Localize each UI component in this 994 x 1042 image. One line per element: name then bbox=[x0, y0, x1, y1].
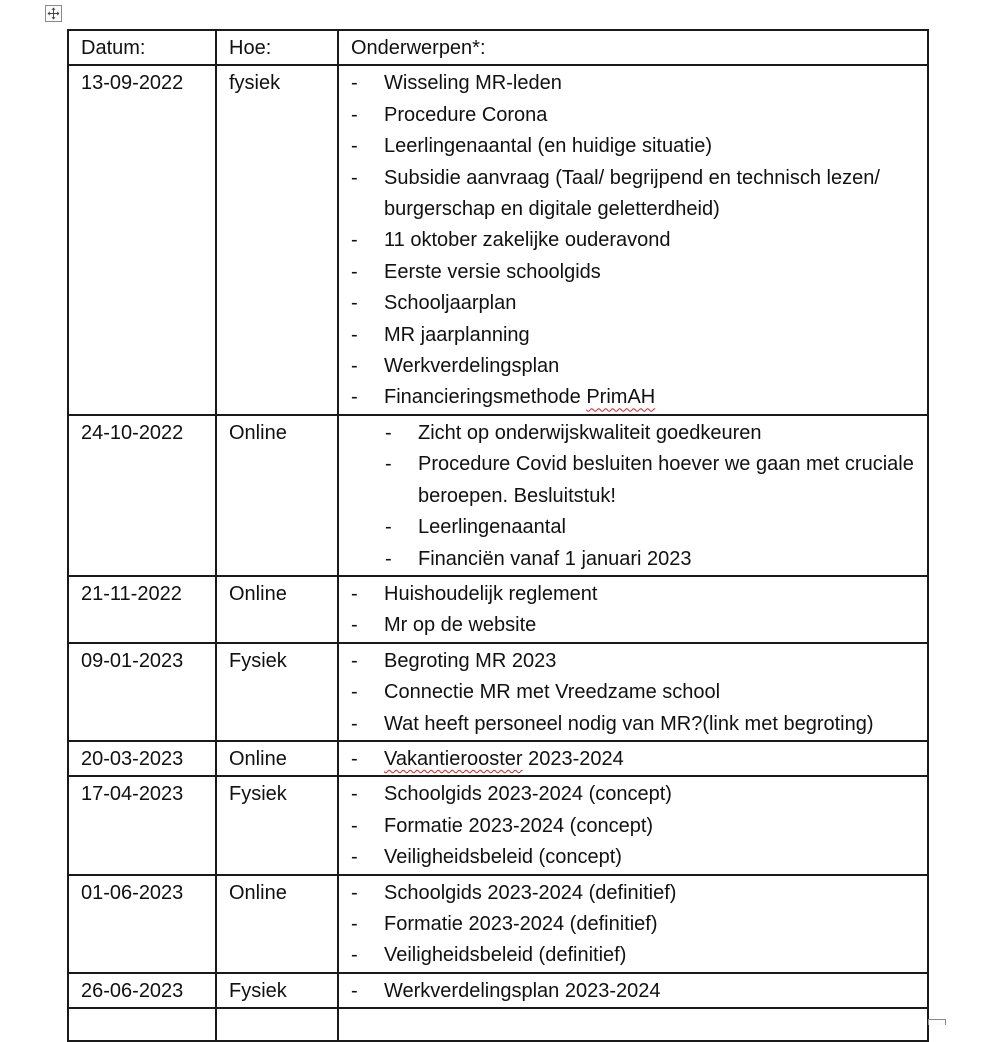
topics-cell[interactable] bbox=[338, 741, 928, 776]
table-row bbox=[68, 65, 928, 414]
table-row bbox=[68, 741, 928, 776]
spellcheck-flagged-word[interactable]: Vakantierooster bbox=[384, 747, 523, 770]
topics-list bbox=[351, 976, 927, 1007]
topics-list bbox=[351, 646, 927, 740]
date-cell[interactable]: 13-09-2022 bbox=[68, 65, 216, 414]
list-item: - MR jaarplanning bbox=[351, 320, 927, 351]
list-item: - Procedure Corona bbox=[351, 100, 927, 131]
date-cell[interactable]: 01-06-2023 bbox=[68, 875, 216, 973]
list-item: - Huishoudelijk reglement bbox=[351, 579, 927, 610]
list-item: - Subsidie aanvraag (Taal/ begrijpend en technisch lezen/ burgerschap en digitale geletterdheid) bbox=[351, 163, 927, 226]
date-cell[interactable] bbox=[68, 1008, 216, 1041]
topics-list bbox=[351, 779, 927, 873]
topics-cell[interactable] bbox=[338, 65, 928, 414]
topics-cell[interactable] bbox=[338, 776, 928, 874]
how-cell[interactable]: fysiek bbox=[216, 65, 338, 414]
topics-list bbox=[385, 418, 927, 575]
date-cell[interactable]: 17-04-2023 bbox=[68, 776, 216, 874]
list-item: - Leerlingenaantal bbox=[385, 512, 927, 543]
list-item: - Schoolgids 2023-2024 (definitief) bbox=[351, 878, 927, 909]
date-cell[interactable]: 21-11-2022 bbox=[68, 576, 216, 643]
how-cell[interactable]: Fysiek bbox=[216, 973, 338, 1008]
date-cell[interactable]: 20-03-2023 bbox=[68, 741, 216, 776]
how-cell[interactable]: Online bbox=[216, 741, 338, 776]
four-arrows-move-icon bbox=[47, 7, 60, 20]
meeting-schedule-table bbox=[67, 29, 929, 1042]
table-row-empty bbox=[68, 1008, 928, 1041]
list-item: - Werkverdelingsplan bbox=[351, 351, 927, 382]
spellcheck-text: Financieringsmethode PrimAH bbox=[384, 386, 656, 409]
list-item: - Begroting MR 2023 bbox=[351, 646, 927, 677]
table-row bbox=[68, 776, 928, 874]
topics-cell[interactable] bbox=[338, 875, 928, 973]
list-item: - Zicht op onderwijskwaliteit goedkeuren bbox=[385, 418, 927, 449]
header-date[interactable]: Datum: bbox=[68, 30, 216, 65]
how-cell[interactable] bbox=[216, 1008, 338, 1041]
list-item: - Veiligheidsbeleid (concept) bbox=[351, 842, 927, 873]
table-header-row bbox=[68, 30, 928, 65]
list-item: - Procedure Covid besluiten hoever we gaan met cruciale beroepen. Besluitstuk! bbox=[385, 449, 927, 512]
spellcheck-text: Vakantierooster 2023-2024 bbox=[384, 747, 624, 770]
list-item: - Financiën vanaf 1 januari 2023 bbox=[385, 544, 927, 575]
list-item: - Mr op de website bbox=[351, 610, 927, 641]
table-row bbox=[68, 643, 928, 741]
topics-cell[interactable] bbox=[338, 643, 928, 741]
list-item: - Wisseling MR-leden bbox=[351, 68, 927, 99]
how-cell[interactable]: Fysiek bbox=[216, 643, 338, 741]
topics-cell[interactable] bbox=[338, 1008, 928, 1041]
table-row bbox=[68, 415, 928, 576]
spellcheck-flagged-word[interactable]: PrimAH bbox=[586, 386, 656, 409]
topics-list bbox=[351, 878, 927, 972]
date-cell[interactable]: 09-01-2023 bbox=[68, 643, 216, 741]
table-move-handle[interactable] bbox=[45, 5, 62, 22]
header-topics[interactable]: Onderwerpen*: bbox=[338, 30, 928, 65]
list-item: - Wat heeft personeel nodig van MR?(link met begroting) bbox=[351, 709, 927, 740]
list-item: - 11 oktober zakelijke ouderavond bbox=[351, 225, 927, 256]
table-resize-handle[interactable] bbox=[928, 1019, 946, 1025]
topics-cell[interactable] bbox=[338, 973, 928, 1008]
topics-cell[interactable] bbox=[338, 415, 928, 576]
list-item bbox=[351, 744, 927, 775]
date-cell[interactable]: 24-10-2022 bbox=[68, 415, 216, 576]
list-item: - Formatie 2023-2024 (concept) bbox=[351, 811, 927, 842]
topics-list bbox=[351, 68, 927, 413]
list-item: - Schooljaarplan bbox=[351, 288, 927, 319]
how-cell[interactable]: Fysiek bbox=[216, 776, 338, 874]
how-cell[interactable]: Online bbox=[216, 875, 338, 973]
topics-list bbox=[351, 579, 927, 642]
list-item: - Formatie 2023-2024 (definitief) bbox=[351, 909, 927, 940]
header-how[interactable]: Hoe: bbox=[216, 30, 338, 65]
topics-cell[interactable] bbox=[338, 576, 928, 643]
table-row bbox=[68, 576, 928, 643]
list-item: - Leerlingenaantal (en huidige situatie) bbox=[351, 131, 927, 162]
date-cell[interactable]: 26-06-2023 bbox=[68, 973, 216, 1008]
table-row bbox=[68, 973, 928, 1008]
table-row bbox=[68, 875, 928, 973]
list-item bbox=[351, 382, 927, 413]
list-item: - Eerste versie schoolgids bbox=[351, 257, 927, 288]
list-item: - Werkverdelingsplan 2023-2024 bbox=[351, 976, 927, 1007]
list-item: - Veiligheidsbeleid (definitief) bbox=[351, 940, 927, 971]
topics-list bbox=[351, 744, 927, 775]
list-item: - Schoolgids 2023-2024 (concept) bbox=[351, 779, 927, 810]
how-cell[interactable]: Online bbox=[216, 415, 338, 576]
list-item: - Connectie MR met Vreedzame school bbox=[351, 677, 927, 708]
how-cell[interactable]: Online bbox=[216, 576, 338, 643]
